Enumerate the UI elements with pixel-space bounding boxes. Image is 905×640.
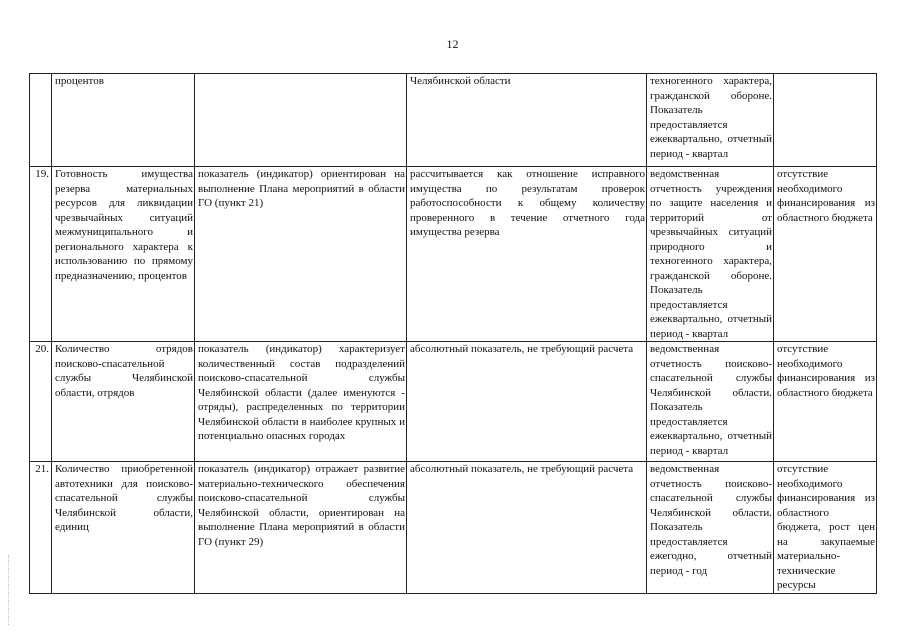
indicator-name: Количество отрядов поисково-спасательной службы Челябинской области, отрядов bbox=[52, 342, 195, 462]
indicator-description: показатель (индикатор) характеризует количественный состав подразделений поисково-спасательной службы Челябинской области (далее именуются - отряды), распределенных по территории Челябинской области в наиболее крупных и потенциально опасных городах bbox=[195, 342, 407, 462]
data-source: техногенного характера, гражданской обороне. Показатель предоставляется ежеквартально, отчетный период - квартал bbox=[647, 74, 774, 167]
risk-factor: отсутствие необходимого финансирования из областного бюджета, рост цен на закупаемые материально-технические ресурсы bbox=[774, 462, 877, 594]
calculation-method: абсолютный показатель, не требующий расчета bbox=[407, 462, 647, 594]
table-row bbox=[30, 342, 877, 462]
calculation-method: рассчитывается как отношение исправного имущества по результатам проверок работоспособности к общему количеству проверенного в течение отчетного года имущества резерва bbox=[407, 167, 647, 342]
data-source: ведомственная отчетность учреждения по защите населения и территорий от чрезвычайных ситуаций природного и техногенного характера, гражданской обороне. Показатель предоставляется ежеквартально, отчетный период - квартал bbox=[647, 167, 774, 342]
data-source: ведомственная отчетность поисково-спасательной службы Челябинской области. Показатель предоставляется ежеквартально, отчетный период - квартал bbox=[647, 342, 774, 462]
row-number: 19. bbox=[30, 167, 52, 342]
row-number: 21. bbox=[30, 462, 52, 594]
indicator-name: процентов bbox=[52, 74, 195, 167]
risk-factor: отсутствие необходимого финансирования из областного бюджета bbox=[774, 167, 877, 342]
indicator-description: показатель (индикатор) ориентирован на выполнение Плана мероприятий в области ГО (пункт 21) bbox=[195, 167, 407, 342]
scan-margin-mark bbox=[8, 555, 10, 625]
calculation-method: абсолютный показатель, не требующий расчета bbox=[407, 342, 647, 462]
indicator-description bbox=[195, 74, 407, 167]
indicators-table bbox=[29, 73, 877, 594]
indicator-name: Количество приобретенной автотехники для поисково-спасательной службы Челябинской области, единиц bbox=[52, 462, 195, 594]
data-source: ведомственная отчетность поисково-спасательной службы Челябинской области. Показатель предоставляется ежегодно, отчетный период - год bbox=[647, 462, 774, 594]
table-row bbox=[30, 167, 877, 342]
table-row bbox=[30, 462, 877, 594]
calculation-method: Челябинской области bbox=[407, 74, 647, 167]
risk-factor bbox=[774, 74, 877, 167]
page-number: 12 bbox=[446, 37, 459, 51]
row-number: 20. bbox=[30, 342, 52, 462]
table-row bbox=[30, 74, 877, 167]
risk-factor: отсутствие необходимого финансирования из областного бюджета bbox=[774, 342, 877, 462]
indicator-name: Готовность имущества резерва материальных ресурсов для ликвидации чрезвычайных ситуаций межмуниципального и регионального характера к использованию по прямому предназначению, процентов bbox=[52, 167, 195, 342]
row-number bbox=[30, 74, 52, 167]
indicator-description: показатель (индикатор) отражает развитие материально-технического обеспечения поисково-спасательной службы Челябинской области, ориентирован на выполнение Плана мероприятий в области ГО (пункт 29) bbox=[195, 462, 407, 594]
